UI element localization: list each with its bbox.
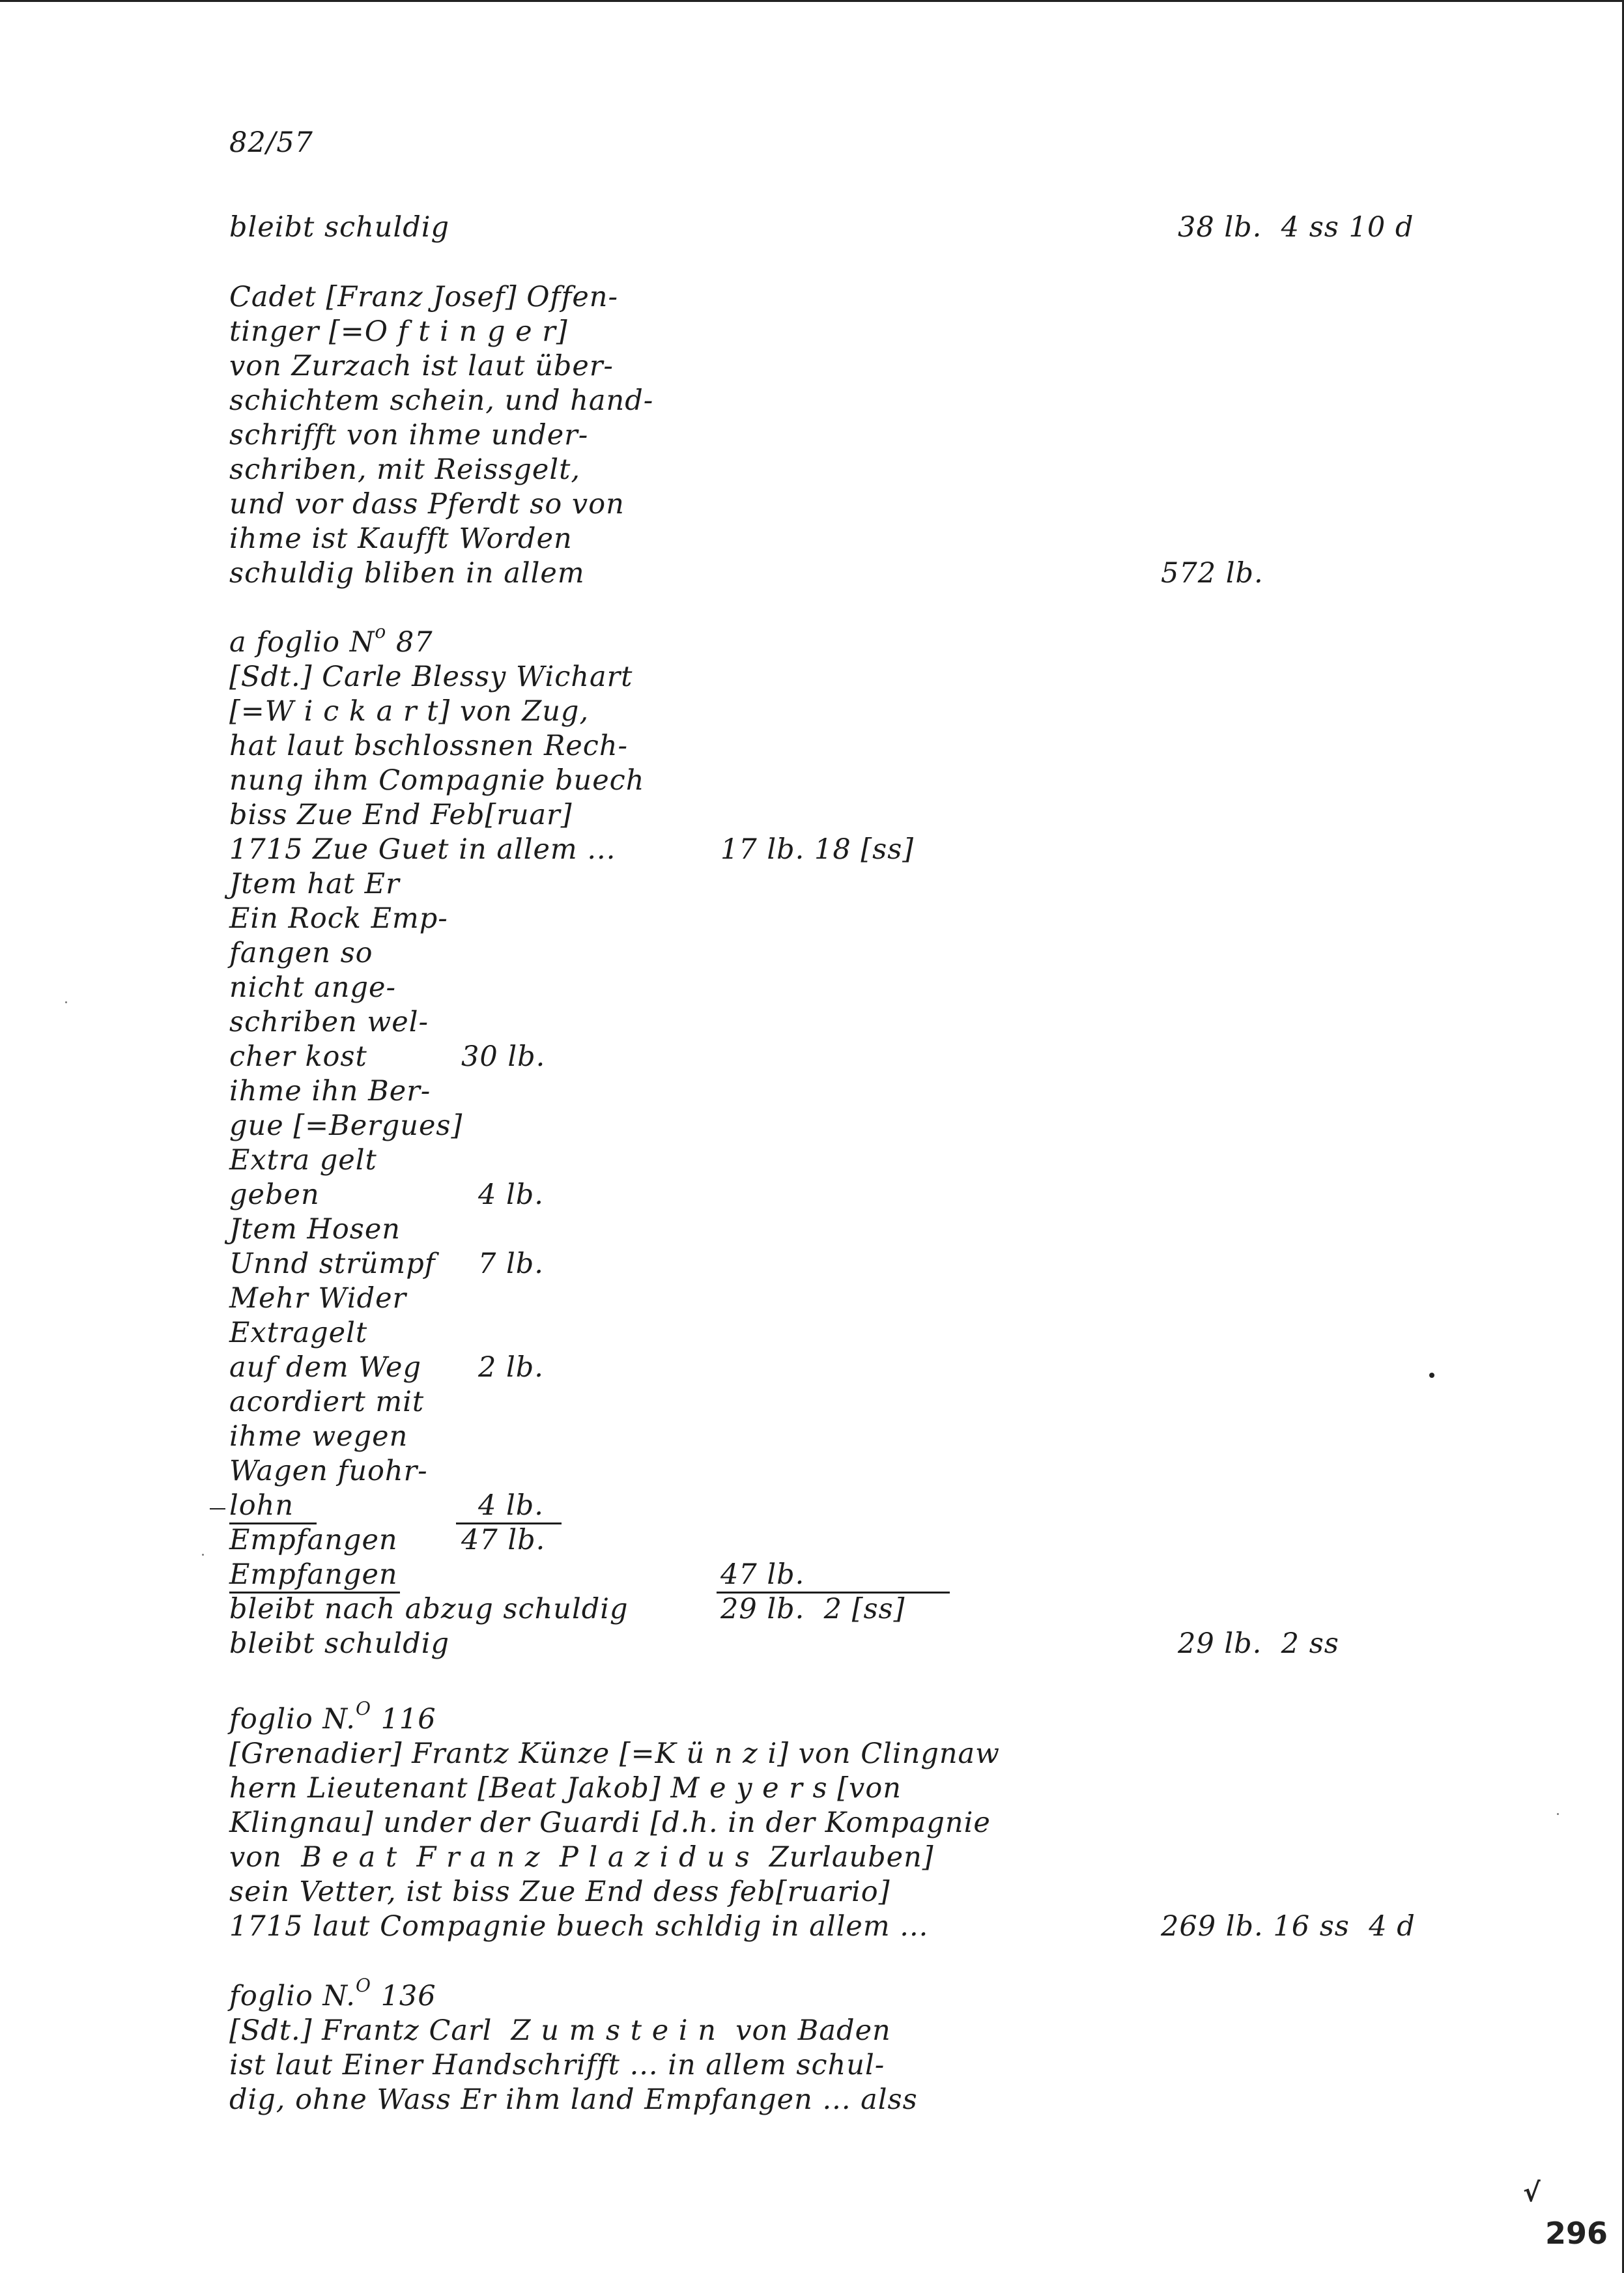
entry3-line: fangen so	[229, 937, 373, 969]
entry3-line: ihme wegen	[229, 1420, 408, 1453]
entry4-line: 1715 laut Compagnie buech schldig in allem ...	[229, 1910, 929, 1943]
entry3-line: nung ihm Compagnie buech	[229, 764, 645, 797]
entry3-line: ihme ihn Ber-	[229, 1075, 431, 1108]
entry4-line: sein Vetter, ist biss Zue End dess feb[ruario]	[229, 1876, 890, 1908]
entry3-amount-struempf: 7 lb.	[478, 1248, 544, 1280]
scan-speck	[202, 1554, 204, 1556]
entry2-line: und vor dass Pferdt so von	[229, 488, 625, 521]
entry2-line: schriben, mit Reissgelt,	[229, 453, 581, 486]
entry3-amount-kost: 30 lb.	[461, 1040, 546, 1073]
entry4-folio: foglio N.$^O$ 116	[229, 1697, 436, 1736]
entry3-line: Mehr Wider	[229, 1282, 407, 1315]
scan-speck	[1557, 1813, 1559, 1815]
entry3-after-label: bleibt nach abzug schuldig	[229, 1593, 629, 1625]
entry3-owed-label: bleibt schuldig	[229, 1627, 450, 1660]
entry4-amount: 269 lb. 16 ss 4 d	[1161, 1910, 1416, 1943]
check-mark-icon: √	[1523, 2178, 1541, 2208]
entry3-line: Wagen fuohr-	[229, 1455, 428, 1487]
entry2-amount: 572 lb.	[1161, 557, 1264, 590]
entry3-amount-geben: 4 lb.	[478, 1179, 544, 1211]
entry1-label: bleibt schuldig	[229, 211, 450, 244]
entry3-after-amount: 29 lb. 2 [ss]	[720, 1593, 905, 1625]
entry4-line: [Grenadier] Frantz Künze [=K ü n z i] von Clingnaw	[229, 1737, 1000, 1770]
margin-dash	[210, 1508, 225, 1509]
entry3-line: hat laut bschlossnen Rech-	[229, 730, 629, 762]
entry4-line: hern Lieutenant [Beat Jakob] M e y e r s [von	[229, 1772, 902, 1805]
entry3-received-label: Empfangen	[229, 1558, 398, 1591]
entry3-line: Extragelt	[229, 1317, 368, 1349]
entry3-received-amount: 47 lb.	[720, 1558, 805, 1591]
entry3-owed-amount: 29 lb. 2 ss	[1178, 1627, 1339, 1660]
entry2-line: schuldig bliben in allem	[229, 557, 585, 590]
entry5-folio: foglio N.$^O$ 136	[229, 1974, 436, 2012]
entry5-line: ist laut Einer Handschrifft ... in allem schul-	[229, 2049, 885, 2081]
entry3-line: Extra gelt	[229, 1144, 377, 1177]
entry3-amount-empfangen: 47 lb.	[461, 1524, 546, 1556]
entry3-credit-total: 17 lb. 18 [ss]	[720, 833, 915, 866]
entry3-line: geben	[229, 1179, 320, 1211]
entry3-line: [=W i c k a r t] von Zug,	[229, 695, 590, 728]
entry3-amount-lohn: 4 lb.	[478, 1489, 544, 1522]
entry2-line: tinger [=O f t i n g e r]	[229, 315, 568, 348]
entry3-line: schriben wel-	[229, 1006, 429, 1038]
entry2-line: schichtem schein, und hand-	[229, 384, 654, 417]
scan-speck	[65, 1001, 67, 1003]
entry3-line: lohn	[229, 1489, 294, 1522]
entry3-amount-weg: 2 lb.	[478, 1351, 544, 1384]
entry3-line: auf dem Weg	[229, 1351, 421, 1384]
entry2-line: ihme ist Kaufft Worden	[229, 522, 573, 555]
subtotal-rule	[456, 1522, 562, 1524]
entry5-line: dig, ohne Wass Er ihm land Empfangen ... alss	[229, 2083, 918, 2116]
entry3-line: Jtem hat Er	[229, 868, 400, 900]
entry3-line: gue [=Bergues]	[229, 1109, 463, 1142]
entry2-line: von Zurzach ist laut über-	[229, 350, 614, 382]
entry4-line: Klingnau] under der Guardi [d.h. in der Kompagnie	[229, 1807, 991, 1839]
entry1-amount: 38 lb. 4 ss 10 d	[1178, 211, 1414, 244]
entry3-line: [Sdt.] Carle Blessy Wichart	[229, 661, 633, 693]
underline-lohn	[229, 1522, 317, 1524]
folio-number: 296	[1545, 2216, 1608, 2251]
entry3-line: biss Zue End Feb[ruar]	[229, 799, 573, 831]
entry3-line: Jtem Hosen	[229, 1213, 401, 1246]
entry4-line: von B e a t F r a n z P l a z i d u s Zurlauben]	[229, 1841, 934, 1874]
entry3-line: 1715 Zue Guet in allem ...	[229, 833, 616, 866]
entry3-folio: a foglio $N^o$ 87	[229, 620, 433, 659]
page-reference: 82/57	[229, 126, 313, 159]
entry5-line: [Sdt.] Frantz Carl Z u m s t e i n von Baden	[229, 2014, 891, 2047]
entry3-line: nicht ange-	[229, 971, 397, 1004]
entry2-line: Cadet [Franz Josef] Offen-	[229, 281, 619, 313]
entry3-line: acordiert mit	[229, 1386, 425, 1418]
entry3-line: Empfangen	[229, 1524, 398, 1556]
scan-speck	[1429, 1373, 1434, 1378]
entry2-line: schrifft von ihme under-	[229, 419, 589, 451]
entry3-line: Ein Rock Emp-	[229, 902, 448, 935]
entry3-line: cher kost	[229, 1040, 367, 1073]
entry3-line: Unnd strümpf	[229, 1248, 436, 1280]
